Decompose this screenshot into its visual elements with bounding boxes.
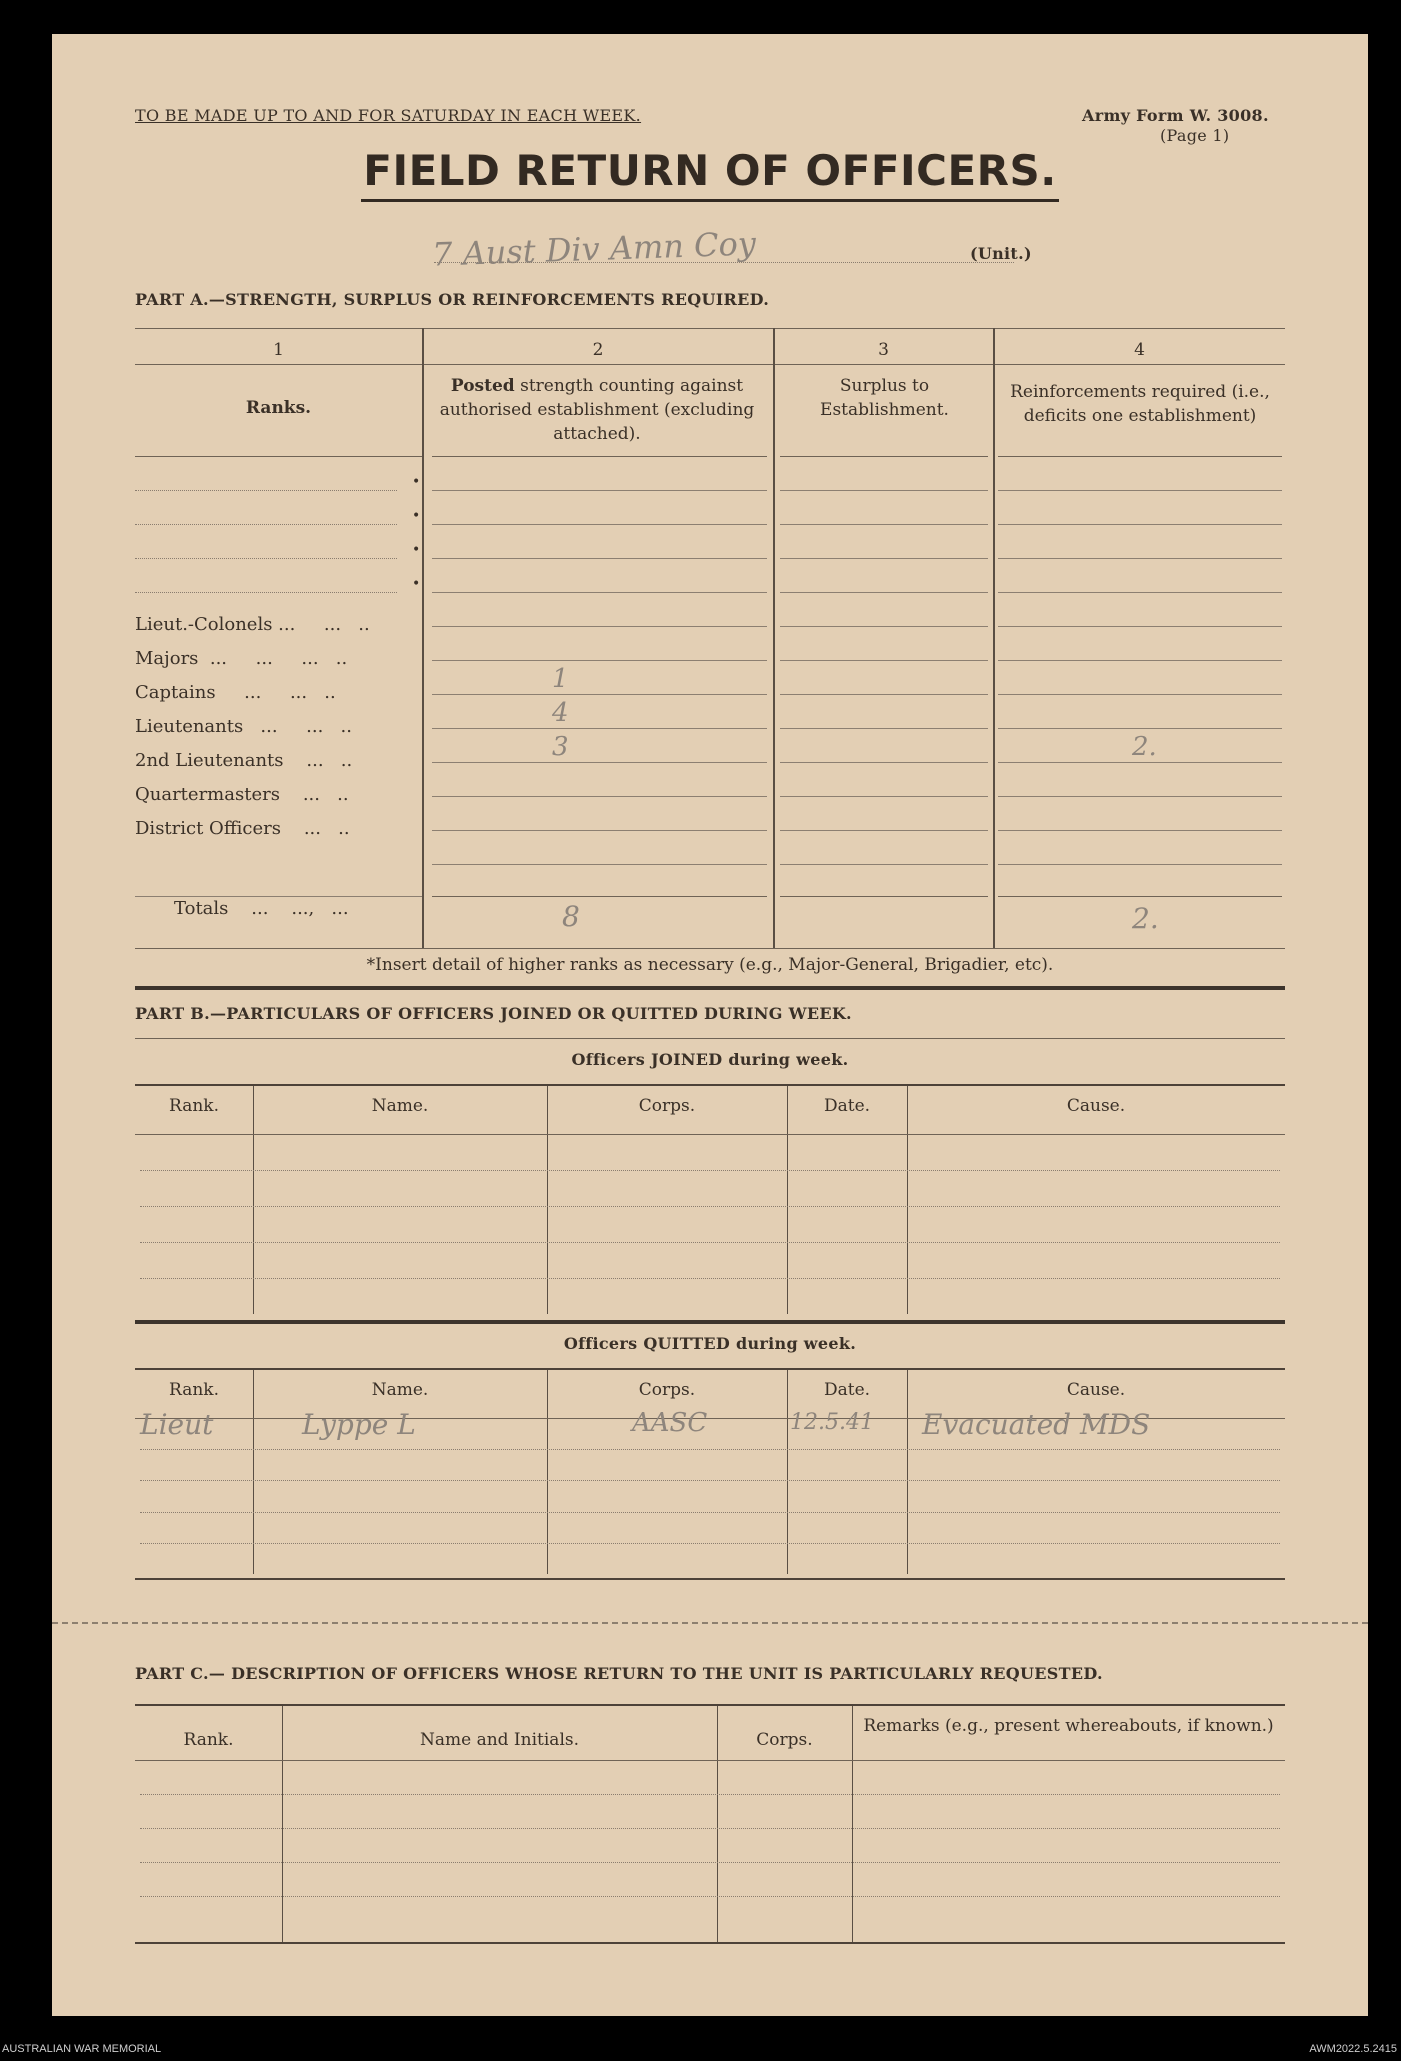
insert-marker-1: • [412,474,421,490]
quitted-entry-date: 12.5.41 [790,1410,874,1435]
column-divider [907,1086,908,1314]
posted-lieutenants: 3 [552,732,569,762]
insert-marker-2: • [412,508,421,524]
part-b-title: PART B.—PARTICULARS OF OFFICERS JOINED OR QUITTED DURING WEEK. [135,1004,852,1023]
col-ranks-heading: Ranks. [245,398,312,418]
column-divider [547,1086,548,1314]
column-header-rank: Rank. [169,1380,219,1400]
perforation-line [52,1622,1368,1624]
part-a-row-rule [432,558,767,559]
part-a-row-rule [432,660,767,661]
footer-right: AWM2022.5.2415 [1309,2043,1397,2055]
instruction-text: TO BE MADE UP TO AND FOR SATURDAY IN EACH WEEK. [135,106,642,125]
part-c-column-header: Rank. [183,1730,234,1750]
column-header-name: Name. [371,1096,429,1116]
part-a-row-rule [780,864,988,865]
table-row-line [140,1170,1280,1171]
column-header-cause: Cause. [1066,1096,1126,1116]
page-number: (Page 1) [1160,126,1230,145]
part-a-row-rule [432,830,767,831]
reinforcements-lieutenants: 2. [1132,732,1157,762]
joined-header-rule [135,1084,1285,1086]
posted-majors: 1 [552,664,569,694]
part-a-totals-rule [135,896,422,897]
rank-lieut-colonels: Lieut.-Colonels ... ... .. [135,614,370,635]
column-header-name: Name. [371,1380,429,1400]
posted-captains: 4 [552,698,569,728]
part-a-row-rule [998,864,1282,865]
table-row-line [140,1278,1280,1279]
unit-label: (Unit.) [970,244,1032,263]
part-a-row-rule [432,694,767,695]
part-a-totals-rule [780,896,988,897]
part-a-row-rule [998,762,1282,763]
unit-line [434,262,1014,263]
column-header-corps: Corps. [638,1380,696,1400]
part-c-header-rule [135,1760,1285,1761]
part-a-totals-rule [998,896,1282,897]
table-row-line [140,1206,1280,1207]
rank-2nd-lieutenants: 2nd Lieutenants ... .. [135,750,353,771]
column-header-date: Date. [823,1096,871,1116]
table-row-line [140,1862,1280,1863]
part-a-row-rule [780,592,988,593]
page-title: FIELD RETURN OF OFFICERS. [361,146,1058,202]
part-a-totals-rule [432,896,767,897]
posted-lieut-colonels [552,628,569,662]
column-divider [253,1086,254,1314]
part-a-row-rule [432,490,767,491]
part-a-row-rule [998,558,1282,559]
part-a-row-rule [998,694,1282,695]
part-a-row-rule [998,796,1282,797]
part-a-row-rule [998,490,1282,491]
quitted-bottom-rule [135,1578,1285,1580]
column-header-corps: Corps. [638,1096,696,1116]
part-a-row-rule [780,694,988,695]
column-divider [787,1086,788,1314]
table-row-line [140,1543,1280,1544]
posted-total: 8 [562,900,580,933]
insert-marker-4: • [412,576,421,592]
part-a-top-rule [135,328,1285,329]
rank-quartermasters: Quartermasters ... .. [135,784,349,805]
column-divider [852,1706,853,1942]
part-c-column-header: Remarks (e.g., present whereabouts, if known.) [863,1716,1274,1736]
part-a-row-rule [998,626,1282,627]
table-row-line [140,1896,1280,1897]
part-c-column-header: Name and Initials. [419,1730,580,1750]
col-posted-heading [432,374,762,446]
unit-handwritten: 7 Aust Div Amn Coy [431,224,757,274]
joined-heavy-rule [135,1320,1285,1324]
part-a-row-rule [780,796,988,797]
quitted-entry-rank: Lieut [140,1408,214,1441]
part-a-row-rule [780,558,988,559]
quitted-entry-cause: Evacuated MDS [922,1408,1151,1441]
table-row-line [140,1480,1280,1481]
posted-values [552,628,569,764]
part-a-row-rule [780,626,988,627]
column-header-rank: Rank. [169,1096,219,1116]
part-a-row-rule [780,490,988,491]
part-a-row-rule [432,796,767,797]
joined-title: Officers JOINED during week. [571,1050,849,1069]
part-c-title: PART C.— DESCRIPTION OF OFFICERS WHOSE RETURN TO THE UNIT IS PARTICULARLY REQUESTED. [135,1664,1103,1683]
col-4-number: 4 [1134,340,1145,360]
part-a-row-rule [998,728,1282,729]
form-number: Army Form W. 3008. [1082,106,1269,125]
part-a-row-rule [432,762,767,763]
part-b-top-rule [135,1038,1285,1039]
insert-row-2 [135,524,397,525]
col-2-number: 2 [592,340,604,360]
part-a-row-rule [432,626,767,627]
part-a-col-divider-3 [993,328,995,948]
title-wrap [52,146,1368,195]
reinforcements-total: 2. [1132,902,1159,935]
footer-left: AUSTRALIAN WAR MEMORIAL [2,2043,162,2055]
rank-district-officers: District Officers ... .. [135,818,350,839]
heading-rule-3 [780,456,988,457]
part-a-number-rule [135,364,1285,365]
part-a-row-rule [432,524,767,525]
part-a-row-rule [998,592,1282,593]
column-header-cause: Cause. [1066,1380,1126,1400]
heading-rule-1 [135,456,422,457]
table-row-line [140,1449,1280,1450]
column-header-date: Date. [823,1380,871,1400]
part-a-row-rule [780,830,988,831]
part-a-col-divider-2 [773,328,775,948]
heading-rule-4 [998,456,1282,457]
part-a-row-rule [780,762,988,763]
part-a-row-rule [780,524,988,525]
part-a-row-rule [998,524,1282,525]
part-a-title: PART A.—STRENGTH, SURPLUS OR REINFORCEMENTS REQUIRED. [135,290,770,309]
column-divider [717,1706,718,1942]
col-reinforcements-heading: Reinforcements required (i.e., deficits one establishment) [1010,382,1270,426]
table-row-line [140,1828,1280,1829]
table-row-line [140,1794,1280,1795]
part-a-col-divider-1 [422,328,424,948]
quitted-entry-corps: AASC [632,1408,708,1438]
part-a-bottom-rule [135,948,1285,949]
quitted-header-rule [135,1368,1285,1370]
table-row-line [140,1512,1280,1513]
insert-row-3 [135,558,397,559]
rank-captains: Captains ... ... .. [135,682,336,703]
posted-word: Posted [450,376,515,396]
part-a-row-rule [998,660,1282,661]
part-c-top-rule [135,1704,1285,1706]
col-1-number: 1 [273,340,284,360]
insert-row-1 [135,490,397,491]
form-page [52,34,1368,2016]
part-a-note: *Insert detail of higher ranks as necessary (e.g., Major-General, Brigadier, etc). [366,955,1054,975]
part-a-row-rule [432,592,767,593]
col-surplus-heading: Surplus to Establishment. [820,376,949,420]
col-3-number: 3 [878,340,889,360]
column-divider [282,1706,283,1942]
posted-text: strength counting against authorised establishment (excluding attached). [439,376,755,444]
rank-majors: Majors ... ... ... .. [135,648,348,669]
totals-label: Totals ... ..., ... [174,898,349,919]
insert-row-4 [135,592,397,593]
rank-lieutenants: Lieutenants ... ... .. [135,716,352,737]
table-row-line [140,1242,1280,1243]
quitted-entry-name: Lyppe L [302,1408,416,1441]
rank-list [135,608,370,846]
part-a-row-rule [780,728,988,729]
part-a-heavy-rule [135,986,1285,990]
part-a-row-rule [780,660,988,661]
insert-marker-3: • [412,542,421,558]
column-header-rule [135,1134,1285,1135]
part-c-bottom-rule [135,1942,1285,1944]
part-a-row-rule [432,864,767,865]
part-c-column-header: Corps. [756,1730,813,1750]
quitted-title: Officers QUITTED during week. [563,1334,857,1353]
heading-rule-2 [432,456,767,457]
part-a-row-rule [998,830,1282,831]
part-a-row-rule [432,728,767,729]
